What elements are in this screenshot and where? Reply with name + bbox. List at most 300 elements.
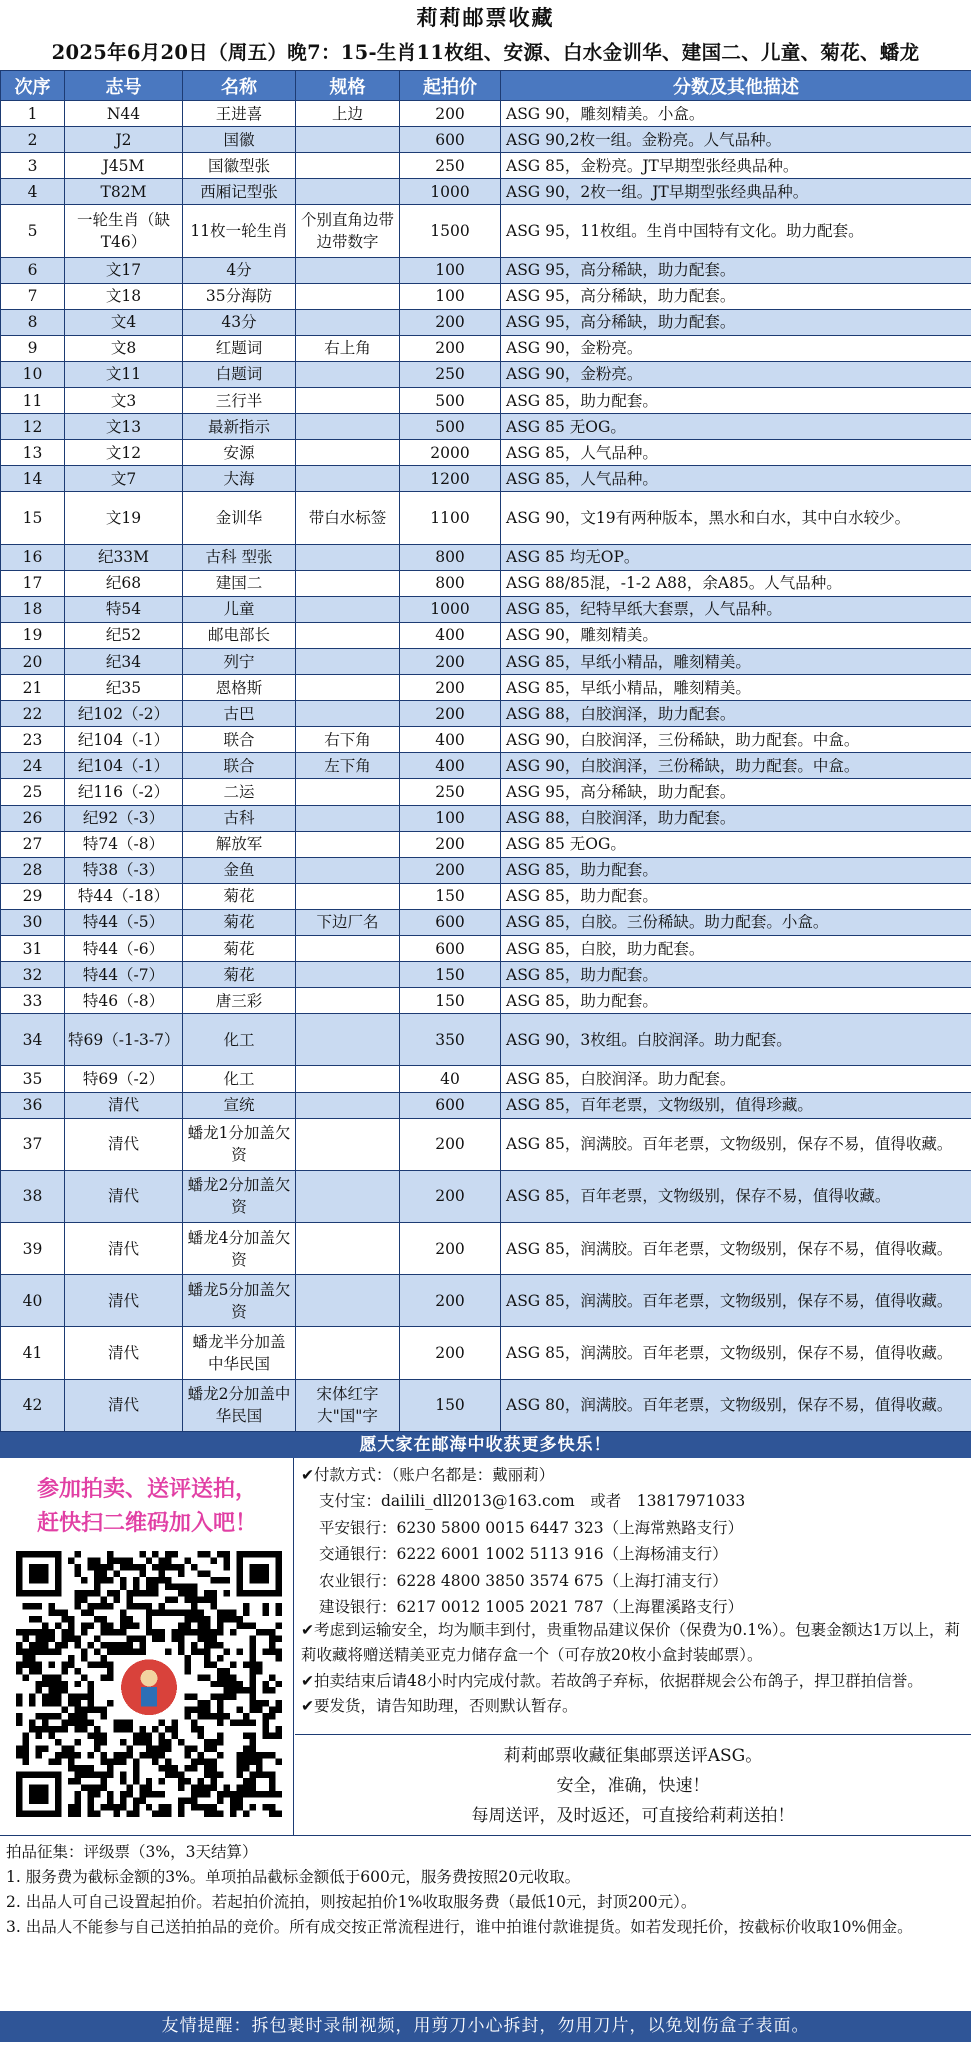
lot-price: 400 (400, 753, 501, 779)
lot-code: 特44（-18） (65, 883, 183, 909)
lot-code: 文17 (65, 257, 183, 283)
friendly-reminder: 友情提醒：拆包裹时录制视频，用剪刀小心拆封，勿用刀片，以免划伤盒子表面。 (0, 2011, 971, 2042)
table-row (1, 596, 971, 622)
lot-spec (296, 805, 400, 831)
lot-number: 13 (1, 440, 65, 466)
lot-spec (296, 988, 400, 1014)
lot-code: 清代 (65, 1275, 183, 1327)
lot-price: 200 (400, 648, 501, 674)
lot-spec (296, 1092, 400, 1118)
lot-code: 一轮生肖（缺T46） (65, 205, 183, 257)
lot-name: 蟠龙1分加盖欠资 (183, 1118, 296, 1170)
lot-name: 大海 (183, 466, 296, 492)
asg-slogan (295, 1734, 971, 1836)
lot-code: 文7 (65, 466, 183, 492)
table-row (1, 440, 971, 466)
lot-desc: ASG 88/85混，-1-2 A88，余A85。人气品种。 (501, 570, 971, 596)
lot-desc: ASG 95，11枚组。生肖中国特有文化。助力配套。 (501, 205, 971, 257)
lot-code: 纪104（-1） (65, 753, 183, 779)
table-row (1, 1014, 971, 1066)
lot-code: 文18 (65, 283, 183, 309)
lot-price: 200 (400, 1170, 501, 1222)
lot-price: 150 (400, 988, 501, 1014)
lot-number: 16 (1, 544, 65, 570)
lot-code: 纪104（-1） (65, 727, 183, 753)
table-row (1, 309, 971, 335)
qr-avatar-icon (113, 1655, 184, 1720)
lot-name: 最新指示 (183, 414, 296, 440)
lot-desc: ASG 90，雕刻精美。小盒。 (501, 101, 971, 127)
shipping-notes (301, 1618, 965, 1720)
lot-price: 200 (400, 1327, 501, 1379)
lot-spec (296, 414, 400, 440)
lot-spec (296, 701, 400, 727)
lot-price: 800 (400, 544, 501, 570)
table-row (1, 883, 971, 909)
lot-number: 42 (1, 1379, 65, 1431)
lot-code: 文8 (65, 335, 183, 361)
lot-number: 26 (1, 805, 65, 831)
table-row (1, 414, 971, 440)
lot-spec (296, 570, 400, 596)
lot-price: 600 (400, 909, 501, 935)
lot-number: 25 (1, 779, 65, 805)
table-row (1, 936, 971, 962)
lot-spec: 宋体红字大"国"字 (296, 1379, 400, 1431)
lot-number: 34 (1, 1014, 65, 1066)
lot-desc: ASG 85，白胶，助力配套。 (501, 936, 971, 962)
lot-desc: ASG 85，助力配套。 (501, 388, 971, 414)
lot-number: 20 (1, 648, 65, 674)
table-row (1, 1170, 971, 1222)
note-payment: ✔拍卖结束后请48小时内完成付款。若故鸽子弃标，依据群规会公布鸽子，捍卫群拍信誉。 (301, 1671, 923, 1690)
lot-price: 800 (400, 570, 501, 596)
lot-price: 200 (400, 1223, 501, 1275)
table-row (1, 1092, 971, 1118)
lot-spec: 右上角 (296, 335, 400, 361)
lot-name: 列宁 (183, 648, 296, 674)
lot-number: 18 (1, 596, 65, 622)
lot-desc: ASG 90，2枚一组。JT早期型张经典品种。 (501, 179, 971, 205)
table-row (1, 622, 971, 648)
lot-spec (296, 127, 400, 153)
table-row (1, 153, 971, 179)
lot-number: 40 (1, 1275, 65, 1327)
lot-desc: ASG 85，润满胶。百年老票，文物级别，保存不易，值得收藏。 (501, 1275, 971, 1327)
lot-spec (296, 1223, 400, 1275)
lot-code: 特69（-1-3-7） (65, 1014, 183, 1066)
bank-line-agri: 农业银行：6228 4800 3850 3574 675（上海打浦支行） (319, 1571, 728, 1590)
lot-code: 特54 (65, 596, 183, 622)
lot-spec (296, 179, 400, 205)
lot-desc: ASG 95，高分稀缺，助力配套。 (501, 257, 971, 283)
lot-number: 7 (1, 283, 65, 309)
lot-code: 纪92（-3） (65, 805, 183, 831)
lot-code: 清代 (65, 1327, 183, 1379)
table-row (1, 701, 971, 727)
lot-desc: ASG 85，润满胶。百年老票，文物级别，保存不易，值得收藏。 (501, 1118, 971, 1170)
lot-desc: ASG 85，白胶。三份稀缺。助力配套。小盒。 (501, 909, 971, 935)
lot-spec: 右下角 (296, 727, 400, 753)
lot-price: 100 (400, 283, 501, 309)
lot-spec (296, 1275, 400, 1327)
lot-name: 解放军 (183, 831, 296, 857)
lot-code: 纪35 (65, 675, 183, 701)
lot-spec (296, 309, 400, 335)
lot-name: 建国二 (183, 570, 296, 596)
table-row (1, 831, 971, 857)
lot-name: 儿童 (183, 596, 296, 622)
lot-desc: ASG 85，百年老票，文物级别，保存不易，值得收藏。 (501, 1170, 971, 1222)
lot-price: 400 (400, 622, 501, 648)
qr-code[interactable] (16, 1548, 282, 1820)
lot-name: 蟠龙2分加盖中华民国 (183, 1379, 296, 1431)
lot-spec (296, 831, 400, 857)
lot-spec: 左下角 (296, 753, 400, 779)
lot-spec (296, 361, 400, 387)
lot-table-header (1, 71, 971, 101)
lot-price: 250 (400, 153, 501, 179)
lot-price: 200 (400, 857, 501, 883)
lot-number: 30 (1, 909, 65, 935)
lot-number: 11 (1, 388, 65, 414)
lot-desc: ASG 88，白胶润泽，助力配套。 (501, 805, 971, 831)
lot-number: 36 (1, 1092, 65, 1118)
auction-subtitle: 2025年6月20日（周五）晚7：15-生肖11枚组、安源、白水金训华、建国二、儿童、菊花、蟠龙 (51, 41, 920, 64)
lot-number: 10 (1, 361, 65, 387)
lot-name: 唐三彩 (183, 988, 296, 1014)
payment-info (301, 1462, 965, 1621)
lot-code: 特74（-8） (65, 831, 183, 857)
lot-code: 纪116（-2） (65, 779, 183, 805)
lot-price: 600 (400, 127, 501, 153)
lot-name: 安源 (183, 440, 296, 466)
table-row (1, 205, 971, 257)
table-row (1, 988, 971, 1014)
rule-1: 1. 服务费为截标金额的3%。单项拍品截标金额低于600元，服务费按照20元收取。 (6, 1867, 581, 1886)
lot-name: 二运 (183, 779, 296, 805)
lot-name: 红题词 (183, 335, 296, 361)
lot-number: 19 (1, 622, 65, 648)
lot-name: 35分海防 (183, 283, 296, 309)
lot-code: 清代 (65, 1379, 183, 1431)
lot-name: 恩格斯 (183, 675, 296, 701)
lot-name: 国徽型张 (183, 153, 296, 179)
payment-heading: ✔付款方式：（账户名都是：戴丽莉） (301, 1465, 555, 1484)
lot-price: 40 (400, 1066, 501, 1092)
col-header-number: 次序 (1, 71, 65, 101)
lot-desc: ASG 85，人气品种。 (501, 466, 971, 492)
lot-number: 12 (1, 414, 65, 440)
lot-desc: ASG 90,2枚一组。金粉亮。人气品种。 (501, 127, 971, 153)
note-delivery: ✔要发货，请告知助理，否则默认暂存。 (301, 1697, 578, 1716)
lot-name: 国徽 (183, 127, 296, 153)
table-row (1, 1118, 971, 1170)
lot-name: 白题词 (183, 361, 296, 387)
lot-number: 8 (1, 309, 65, 335)
lot-code: 特44（-6） (65, 936, 183, 962)
rule-3: 3. 出品人不能参与自己送拍拍品的竞价。所有成交按正常流程进行，谁中拍谁付款谁提货。如若发现托价，按截标价收取10%佣金。 (6, 1917, 913, 1936)
lot-price: 150 (400, 962, 501, 988)
lot-desc: ASG 85，助力配套。 (501, 857, 971, 883)
lot-spec (296, 622, 400, 648)
lot-name: 菊花 (183, 936, 296, 962)
col-header-code: 志号 (65, 71, 183, 101)
table-row (1, 570, 971, 596)
lot-price: 100 (400, 805, 501, 831)
lot-number: 15 (1, 492, 65, 544)
lot-number: 29 (1, 883, 65, 909)
table-row (1, 857, 971, 883)
lot-price: 1000 (400, 596, 501, 622)
bank-line-ccb: 建设银行：6217 0012 1005 2021 787（上海瞿溪路支行） (319, 1598, 744, 1617)
note-shipping: ✔考虑到运输安全，均为顺丰到付，贵重物品建议保价（保费为0.1%）。包裹金额达1万以上，莉莉收藏将赠送精美亚克力储存盒一个（可存放20枚小盒封装邮票）。 (301, 1620, 960, 1665)
lot-number: 35 (1, 1066, 65, 1092)
lot-price: 200 (400, 701, 501, 727)
lot-code: 清代 (65, 1170, 183, 1222)
lot-desc: ASG 85，助力配套。 (501, 962, 971, 988)
lot-spec (296, 544, 400, 570)
rule-2: 2. 出品人可自己设置起拍价。若起拍价流拍，则按起拍价1%收取服务费（最低10元，封顶200元）。 (6, 1892, 697, 1911)
lot-desc: ASG 85 无OG。 (501, 831, 971, 857)
lot-spec (296, 1327, 400, 1379)
lot-name: 43分 (183, 309, 296, 335)
lot-price: 1200 (400, 466, 501, 492)
lot-number: 27 (1, 831, 65, 857)
lot-number: 6 (1, 257, 65, 283)
lot-code: 清代 (65, 1092, 183, 1118)
lot-code: T82M (65, 179, 183, 205)
lot-spec: 个别直角边带边带数字 (296, 205, 400, 257)
lot-code: N44 (65, 101, 183, 127)
payment-panel (295, 1458, 971, 1836)
lot-code: 纪34 (65, 648, 183, 674)
lot-code: 特44（-7） (65, 962, 183, 988)
lot-spec (296, 1170, 400, 1222)
lot-number: 9 (1, 335, 65, 361)
table-row (1, 283, 971, 309)
lot-code: 文11 (65, 361, 183, 387)
lot-price: 400 (400, 727, 501, 753)
lot-number: 28 (1, 857, 65, 883)
lot-price: 1000 (400, 179, 501, 205)
lot-desc: ASG 90，白胶润泽，三份稀缺，助力配套。中盒。 (501, 727, 971, 753)
lot-code: 文4 (65, 309, 183, 335)
lot-number: 5 (1, 205, 65, 257)
lot-number: 24 (1, 753, 65, 779)
lot-spec (296, 1118, 400, 1170)
promo-line-2: 赶快扫二维码加入吧！ (36, 1509, 257, 1536)
lot-number: 2 (1, 127, 65, 153)
lot-name: 蟠龙半分加盖中华民国 (183, 1327, 296, 1379)
lot-price: 600 (400, 1092, 501, 1118)
lot-name: 邮电部长 (183, 622, 296, 648)
lot-desc: ASG 85，助力配套。 (501, 883, 971, 909)
lot-spec (296, 153, 400, 179)
table-row (1, 335, 971, 361)
lot-name: 联合 (183, 727, 296, 753)
lot-number: 39 (1, 1223, 65, 1275)
lot-spec (296, 1014, 400, 1066)
lot-price: 500 (400, 388, 501, 414)
lot-desc: ASG 90，3枚组。白胶润泽。助力配套。 (501, 1014, 971, 1066)
page-title: 莉莉邮票收藏 (416, 5, 555, 30)
lot-desc: ASG 85 无OG。 (501, 414, 971, 440)
lot-number: 3 (1, 153, 65, 179)
lot-price: 200 (400, 675, 501, 701)
col-header-price: 起拍价 (400, 71, 501, 101)
lot-number: 21 (1, 675, 65, 701)
bank-line-comm: 交通银行：6222 6001 1002 5113 916（上海杨浦支行） (319, 1545, 728, 1564)
lot-number: 32 (1, 962, 65, 988)
lot-desc: ASG 90，雕刻精美。 (501, 622, 971, 648)
lot-spec: 上边 (296, 101, 400, 127)
lot-name: 蟠龙2分加盖欠资 (183, 1170, 296, 1222)
lot-spec: 带白水标签 (296, 492, 400, 544)
lot-desc: ASG 85 均无OP。 (501, 544, 971, 570)
lot-name: 4分 (183, 257, 296, 283)
lot-name: 金鱼 (183, 857, 296, 883)
lot-name: 蟠龙5分加盖欠资 (183, 1275, 296, 1327)
lot-number: 22 (1, 701, 65, 727)
table-row (1, 805, 971, 831)
lot-desc: ASG 85，纪特早纸大套票，人气品种。 (501, 596, 971, 622)
lot-name: 金训华 (183, 492, 296, 544)
table-row (1, 388, 971, 414)
lot-spec (296, 883, 400, 909)
lot-code: J2 (65, 127, 183, 153)
lot-table (0, 70, 971, 1432)
lot-code: 文19 (65, 492, 183, 544)
lot-number: 37 (1, 1118, 65, 1170)
lot-spec (296, 283, 400, 309)
lot-number: 23 (1, 727, 65, 753)
promo-text (0, 1472, 294, 1540)
lot-desc: ASG 85，润满胶。百年老票，文物级别，保存不易，值得收藏。 (501, 1223, 971, 1275)
lot-code: 文12 (65, 440, 183, 466)
table-row (1, 544, 971, 570)
lot-name: 菊花 (183, 883, 296, 909)
table-row (1, 127, 971, 153)
table-row (1, 727, 971, 753)
lot-price: 100 (400, 257, 501, 283)
lot-desc: ASG 90，文19有两种版本，黑水和白水，其中白水较少。 (501, 492, 971, 544)
lot-number: 17 (1, 570, 65, 596)
lot-spec (296, 648, 400, 674)
lot-name: 化工 (183, 1066, 296, 1092)
wish-banner: 愿大家在邮海中收获更多快乐！ (0, 1432, 971, 1458)
lot-desc: ASG 95，高分稀缺，助力配套。 (501, 309, 971, 335)
lot-name: 古科 型张 (183, 544, 296, 570)
lot-name: 联合 (183, 753, 296, 779)
col-header-name: 名称 (183, 71, 296, 101)
lot-number: 38 (1, 1170, 65, 1222)
lot-name: 古科 (183, 805, 296, 831)
lot-desc: ASG 90，白胶润泽，三份稀缺，助力配套。中盒。 (501, 753, 971, 779)
table-row (1, 1066, 971, 1092)
lot-code: 纪68 (65, 570, 183, 596)
lot-name: 化工 (183, 1014, 296, 1066)
lot-desc: ASG 90，金粉亮。 (501, 361, 971, 387)
lot-code: 清代 (65, 1223, 183, 1275)
lot-price: 250 (400, 361, 501, 387)
table-row (1, 675, 971, 701)
lot-code: 清代 (65, 1118, 183, 1170)
table-row (1, 909, 971, 935)
table-row (1, 753, 971, 779)
lot-code: 特44（-5） (65, 909, 183, 935)
lot-spec (296, 962, 400, 988)
lot-code: 纪33M (65, 544, 183, 570)
lot-price: 200 (400, 309, 501, 335)
lot-name: 宣统 (183, 1092, 296, 1118)
lot-desc: ASG 85，百年老票，文物级别，值得珍藏。 (501, 1092, 971, 1118)
lot-spec (296, 857, 400, 883)
lot-spec (296, 1066, 400, 1092)
lot-spec (296, 779, 400, 805)
lot-desc: ASG 85，白胶润泽。助力配套。 (501, 1066, 971, 1092)
table-row (1, 779, 971, 805)
lot-spec: 下边厂名 (296, 909, 400, 935)
table-row (1, 1327, 971, 1379)
lot-spec (296, 388, 400, 414)
lot-code: J45M (65, 153, 183, 179)
lot-code: 特69（-2） (65, 1066, 183, 1092)
lot-price: 500 (400, 414, 501, 440)
lot-price: 200 (400, 101, 501, 127)
lot-name: 三行半 (183, 388, 296, 414)
col-header-spec: 规格 (296, 71, 400, 101)
lot-number: 31 (1, 936, 65, 962)
lot-desc: ASG 95，高分稀缺，助力配套。 (501, 779, 971, 805)
table-row (1, 1379, 971, 1431)
bank-line-pingan: 平安银行：6230 5800 0015 6447 323（上海常熟路支行） (319, 1518, 744, 1537)
lot-name: 蟠龙4分加盖欠资 (183, 1223, 296, 1275)
lot-number: 4 (1, 179, 65, 205)
table-row (1, 466, 971, 492)
lot-spec (296, 257, 400, 283)
lot-price: 600 (400, 936, 501, 962)
promo-panel (0, 1458, 294, 1836)
lot-name: 西厢记型张 (183, 179, 296, 205)
consignment-rules (0, 1836, 971, 2011)
lot-name: 王进喜 (183, 101, 296, 127)
lot-desc: ASG 85，金粉亮。JT早期型张经典品种。 (501, 153, 971, 179)
lot-number: 1 (1, 101, 65, 127)
lot-desc: ASG 85，早纸小精品，雕刻精美。 (501, 675, 971, 701)
slogan-line-2: 安全，准确，快速！ (556, 1775, 710, 1796)
promo-line-1: 参加拍卖、送评送拍， (36, 1475, 257, 1502)
lot-price: 200 (400, 831, 501, 857)
info-section (0, 1458, 971, 1836)
lot-spec (296, 466, 400, 492)
lot-spec (296, 440, 400, 466)
lot-price: 250 (400, 779, 501, 805)
lot-price: 350 (400, 1014, 501, 1066)
lot-name: 11枚一轮生肖 (183, 205, 296, 257)
lot-desc: ASG 85，润满胶。百年老票，文物级别，保存不易，值得收藏。 (501, 1327, 971, 1379)
lot-price: 200 (400, 335, 501, 361)
lot-name: 菊花 (183, 962, 296, 988)
table-row (1, 179, 971, 205)
lot-desc: ASG 88，白胶润泽，助力配套。 (501, 701, 971, 727)
col-header-desc: 分数及其他描述 (501, 71, 971, 101)
table-row (1, 962, 971, 988)
lot-price: 2000 (400, 440, 501, 466)
lot-desc: ASG 85，早纸小精品，雕刻精美。 (501, 648, 971, 674)
alipay-line: 支付宝：dailili_dll2013@163.com 或者 13817971033 (319, 1492, 746, 1511)
lot-spec (296, 936, 400, 962)
